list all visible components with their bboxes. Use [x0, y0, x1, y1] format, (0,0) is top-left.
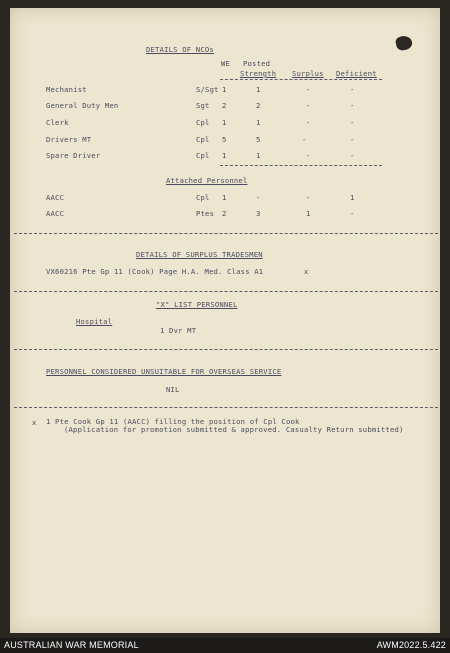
row-posted: -: [256, 193, 261, 202]
row-posted: 1: [256, 85, 261, 94]
row-posted: 5: [256, 135, 261, 144]
col-surplus-header: Surplus: [292, 69, 324, 78]
row-rank: Cpl: [196, 151, 210, 160]
note-line-2: (Application for promotion submitted & approved. Casualty Return submitted): [64, 425, 404, 434]
unsuitable-value: NIL: [166, 385, 180, 394]
section-divider: [14, 291, 438, 292]
footer-source: AUSTRALIAN WAR MEMORIAL: [4, 640, 139, 650]
row-we: 1: [222, 85, 227, 94]
col-strength-header: Strength: [240, 69, 277, 78]
ncos-heading: DETAILS OF NCOs: [146, 45, 214, 54]
row-deficient: -: [350, 118, 355, 127]
row-surplus: -: [306, 101, 311, 110]
row-surplus: -: [306, 85, 311, 94]
col-deficient-header: Deficient: [336, 69, 377, 78]
section-divider: [14, 407, 438, 408]
row-rank: Cpl: [196, 193, 210, 202]
row-deficient: -: [350, 135, 355, 144]
surplus-line: VX60216 Pte Gp 11 (Cook) Page H.A. Med. Class A1: [46, 267, 264, 276]
row-posted: 1: [256, 118, 261, 127]
xlist-value: 1 Dvr MT: [160, 326, 197, 335]
row-deficient: 1: [350, 193, 355, 202]
unsuitable-heading: PERSONNEL CONSIDERED UNSUITABLE FOR OVERSEAS SERVICE: [46, 367, 282, 376]
row-surplus: -: [302, 135, 307, 144]
attached-heading: Attached Personnel: [166, 176, 248, 185]
row-role: Mechanist: [46, 85, 87, 94]
row-surplus: 1: [306, 209, 311, 218]
section-divider: [14, 349, 438, 350]
footer-reference: AWM2022.5.422: [376, 640, 446, 650]
surplus-heading: DETAILS OF SURPLUS TRADESMEN: [136, 250, 263, 259]
col-we-header: WE: [221, 59, 231, 68]
row-rank: Cpl: [196, 135, 210, 144]
row-surplus: -: [306, 193, 311, 202]
col-posted-header: Posted: [243, 59, 271, 68]
row-deficient: -: [350, 209, 355, 218]
row-we: 5: [222, 135, 227, 144]
row-we: 1: [222, 151, 227, 160]
rows-divider: [220, 165, 382, 166]
row-role: Spare Driver: [46, 151, 101, 160]
note-line-1: 1 Pte Cook Gp 11 (AACC) filling the position of Cpl Cook: [46, 417, 300, 426]
row-we: 1: [222, 118, 227, 127]
row-surplus: -: [306, 151, 311, 160]
row-role: General Duty Men: [46, 101, 119, 110]
row-rank: S/Sgt: [196, 85, 219, 94]
row-we: 2: [222, 101, 227, 110]
row-rank: Sgt: [196, 101, 210, 110]
section-divider: [14, 233, 438, 234]
row-deficient: -: [350, 151, 355, 160]
row-rank: Cpl: [196, 118, 210, 127]
row-role: AACC: [46, 209, 65, 218]
footer-bar: [0, 638, 450, 653]
surplus-mark: x: [304, 267, 309, 276]
row-posted: 1: [256, 151, 261, 160]
header-divider: [220, 79, 382, 80]
row-role: Drivers MT: [46, 135, 92, 144]
row-deficient: -: [350, 101, 355, 110]
row-posted: 2: [256, 101, 261, 110]
row-deficient: -: [350, 85, 355, 94]
note-mark: x: [32, 418, 37, 427]
row-we: 1: [222, 193, 227, 202]
row-role: Clerk: [46, 118, 69, 127]
row-rank: Ptes: [196, 209, 215, 218]
xlist-heading: "X" LIST PERSONNEL: [156, 300, 238, 309]
row-posted: 3: [256, 209, 261, 218]
xlist-label: Hospital: [76, 317, 113, 326]
row-we: 2: [222, 209, 227, 218]
row-surplus: -: [306, 118, 311, 127]
row-role: AACC: [46, 193, 65, 202]
